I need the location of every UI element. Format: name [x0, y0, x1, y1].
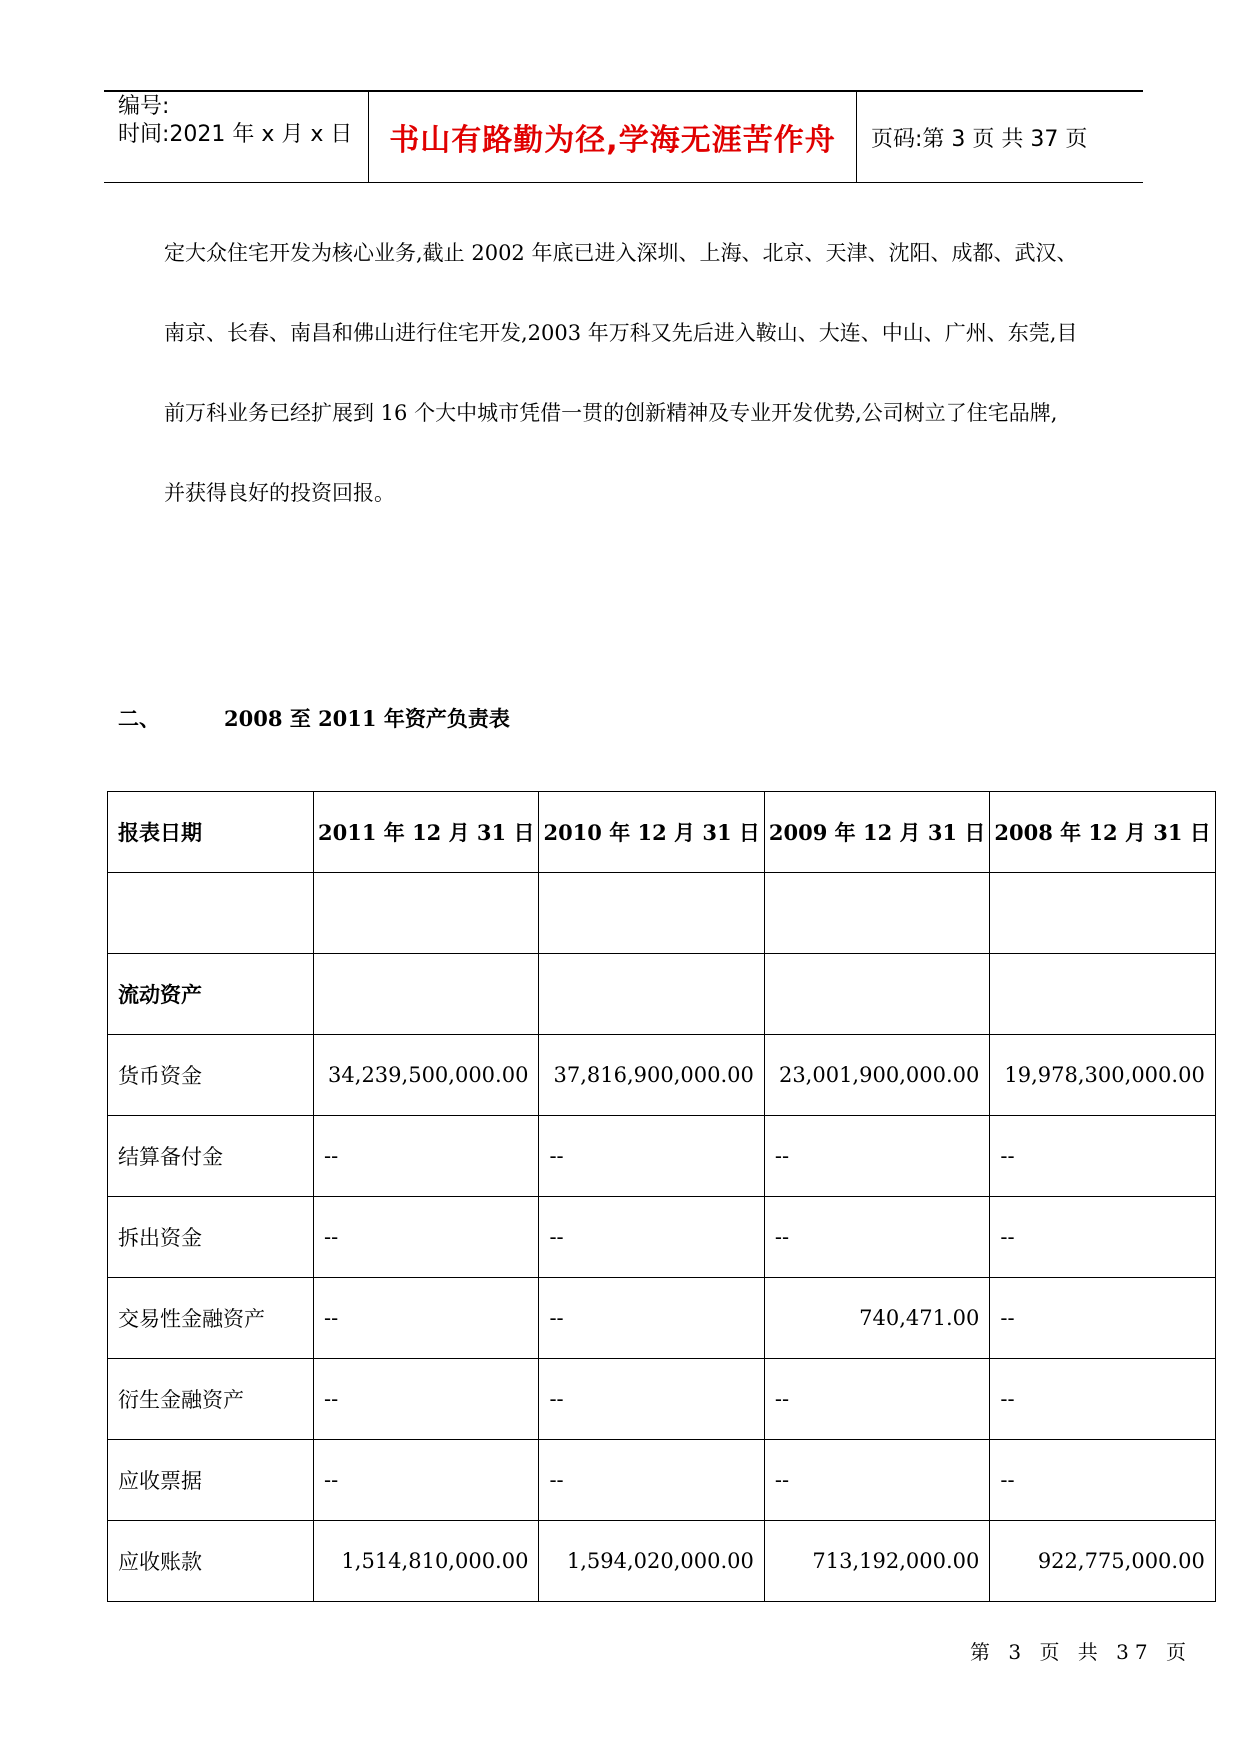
- row-value: [539, 873, 764, 954]
- row-value: 713,192,000.00: [764, 1521, 989, 1602]
- row-value: --: [539, 1116, 764, 1197]
- row-value: 19,978,300,000.00: [990, 1035, 1215, 1116]
- row-value: [990, 954, 1215, 1035]
- table-header-cell: 2009 年 12 月 31 日: [764, 792, 989, 873]
- table-header-row: [108, 792, 1216, 873]
- row-value: [539, 954, 764, 1035]
- row-value: --: [314, 1440, 539, 1521]
- row-value: [764, 873, 989, 954]
- row-label: [108, 873, 314, 954]
- row-value: 37,816,900,000.00: [539, 1035, 764, 1116]
- row-value: 1,594,020,000.00: [539, 1521, 764, 1602]
- table-row: [108, 1278, 1216, 1359]
- row-value: --: [539, 1359, 764, 1440]
- table-row: [108, 954, 1216, 1035]
- row-value: --: [314, 1116, 539, 1197]
- row-value: --: [539, 1278, 764, 1359]
- section-number: 二、: [118, 706, 160, 731]
- page-header: [104, 90, 1143, 183]
- table-row: [108, 873, 1216, 954]
- table-header-cell: 2010 年 12 月 31 日: [539, 792, 764, 873]
- body-line-1: 定大众住宅开发为核心业务,截止 2002 年底已进入深圳、上海、北京、天津、沈阳、成都、武汉、: [164, 241, 1078, 265]
- table-header-cell: 报表日期: [108, 792, 314, 873]
- row-value: --: [764, 1197, 989, 1278]
- row-value: --: [314, 1359, 539, 1440]
- row-label: 交易性金融资产: [108, 1278, 314, 1359]
- row-value: 740,471.00: [764, 1278, 989, 1359]
- header-motto: 书山有路勤为径,学海无涯苦作舟: [369, 92, 857, 182]
- row-value: --: [990, 1440, 1215, 1521]
- row-value: [990, 873, 1215, 954]
- row-value: [314, 954, 539, 1035]
- balance-sheet-table: [107, 791, 1216, 1602]
- row-value: --: [764, 1359, 989, 1440]
- row-value: --: [764, 1116, 989, 1197]
- row-value: --: [314, 1278, 539, 1359]
- row-value: --: [990, 1197, 1215, 1278]
- row-value: [764, 954, 989, 1035]
- row-label: 流动资产: [108, 954, 314, 1035]
- header-meta: [104, 92, 369, 182]
- document-time-label: 时间:2021 年 x 月 x 日: [118, 122, 353, 147]
- row-label: 拆出资金: [108, 1197, 314, 1278]
- table-row: [108, 1521, 1216, 1602]
- body-line-3: 前万科业务已经扩展到 16 个大中城市凭借一贯的创新精神及专业开发优势,公司树立了住宅品牌,: [164, 401, 1058, 425]
- row-label: 货币资金: [108, 1035, 314, 1116]
- table-header-cell: 2008 年 12 月 31 日: [990, 792, 1215, 873]
- row-label: 结算备付金: [108, 1116, 314, 1197]
- row-label: 衍生金融资产: [108, 1359, 314, 1440]
- row-value: 23,001,900,000.00: [764, 1035, 989, 1116]
- row-value: 1,514,810,000.00: [314, 1521, 539, 1602]
- header-page-info: 页码:第 3 页 共 37 页: [871, 126, 1088, 152]
- row-value: --: [990, 1116, 1215, 1197]
- row-value: [314, 873, 539, 954]
- row-value: 922,775,000.00: [990, 1521, 1215, 1602]
- row-value: --: [539, 1197, 764, 1278]
- section-heading: [118, 703, 510, 733]
- row-value: --: [539, 1440, 764, 1521]
- row-value: 34,239,500,000.00: [314, 1035, 539, 1116]
- row-value: --: [990, 1278, 1215, 1359]
- page-footer: 第 3 页 共 37 页: [970, 1640, 1192, 1664]
- section-title: 2008 至 2011 年资产负责表: [224, 706, 510, 731]
- row-value: --: [990, 1359, 1215, 1440]
- table-row: [108, 1359, 1216, 1440]
- row-value: --: [764, 1440, 989, 1521]
- table-header-cell: 2011 年 12 月 31 日: [314, 792, 539, 873]
- row-label: 应收票据: [108, 1440, 314, 1521]
- table-row: [108, 1197, 1216, 1278]
- table-row: [108, 1035, 1216, 1116]
- row-label: 应收账款: [108, 1521, 314, 1602]
- row-value: --: [314, 1197, 539, 1278]
- document-number-label: 编号:: [118, 94, 170, 119]
- table-row: [108, 1116, 1216, 1197]
- body-line-4: 并获得良好的投资回报。: [164, 481, 395, 505]
- table-row: [108, 1440, 1216, 1521]
- body-line-2: 南京、长春、南昌和佛山进行住宅开发,2003 年万科又先后进入鞍山、大连、中山、广州、东莞,目: [164, 321, 1078, 345]
